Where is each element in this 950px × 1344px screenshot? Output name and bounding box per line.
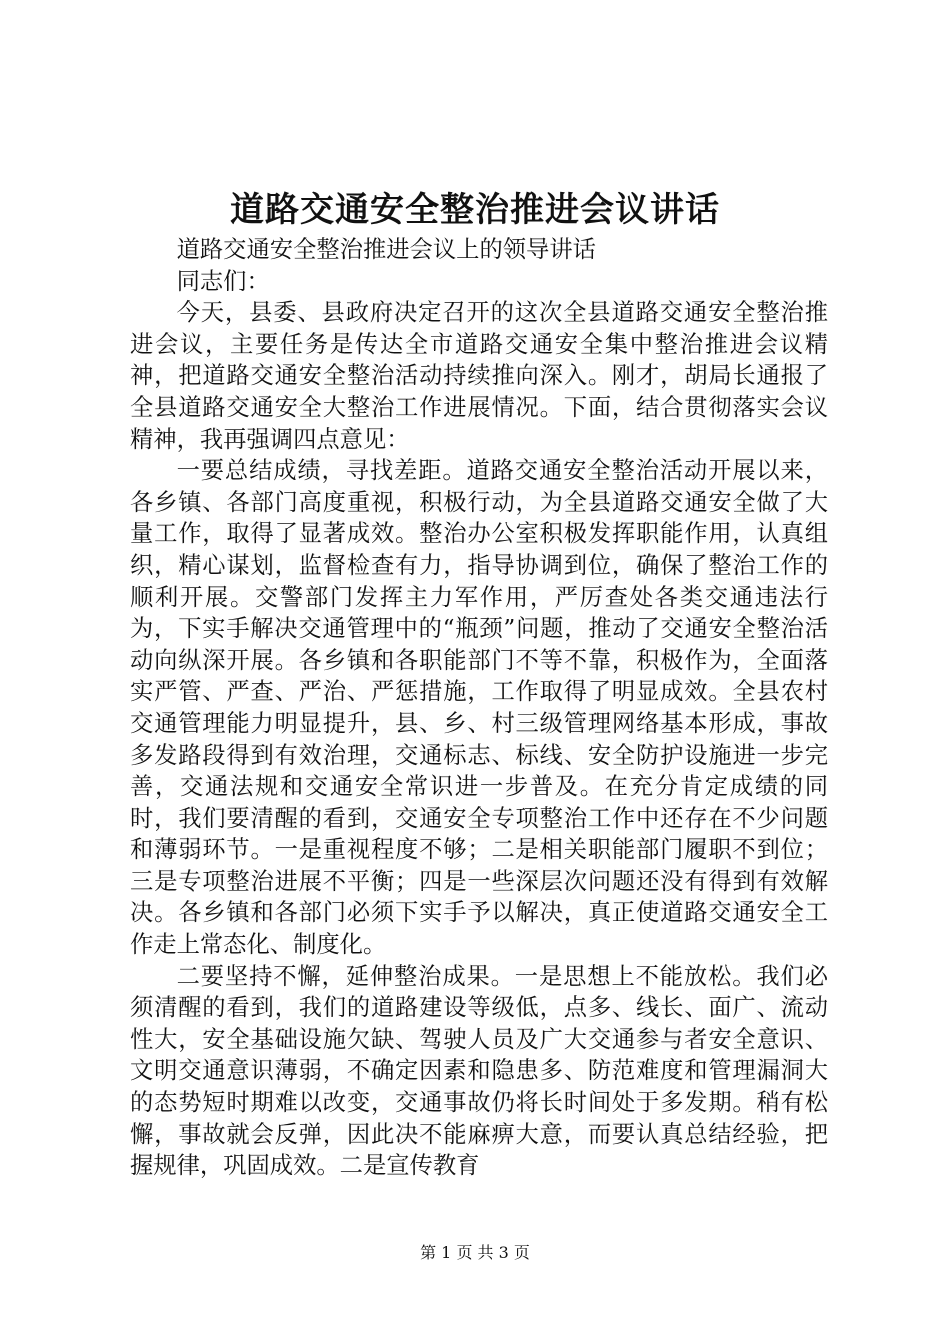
document-body (130, 234, 828, 1182)
paragraph-point-two: 二要坚持不懈，延伸整治成果。一是思想上不能放松。我们必须清醒的看到，我们的道路建设等级低，点多、线长、面广、流动性大，安全基础设施欠缺、驾驶人员及广大交通参与者安全意识、文明交通意识薄弱，不确定因素和隐患多、防范难度和管理漏洞大的态势短时期难以改变，交通事故仍将长时间处于多发期。稍有松懈，事故就会反弹，因此决不能麻痹大意，而要认真总结经验，把握规律，巩固成效。二是宣传教育 (130, 962, 828, 1180)
subtitle-line: 道路交通安全整治推进会议上的领导讲话 (176, 236, 596, 263)
paragraph-point-one: 一要总结成绩，寻找差距。道路交通安全整治活动开展以来，各乡镇、各部门高度重视，积极行动，为全县道路交通安全做了大量工作，取得了显著成效。整治办公室积极发挥职能作用，认真组织，精心谋划，监督检查有力，指导协调到位，确保了整治工作的顺利开展。交警部门发挥主力军作用，严厉查处各类交通违法行为，下实手解决交通管理中的“瓶颈”问题，推动了交通安全整治活动向纵深开展。各乡镇和各职能部门不等不靠，积极作为，全面落实严管、严查、严治、严惩措施，工作取得了明显成效。全县农村交通管理能力明显提升，县、乡、村三级管理网络基本形成，事故多发路段得到有效治理，交通标志、标线、安全防护设施进一步完善，交通法规和交通安全常识进一步普及。在充分肯定成绩的同时，我们要清醒的看到，交通安全专项整治工作中还存在不少问题和薄弱环节。一是重视程度不够；二是相关职能部门履职不到位；三是专项整治进展不平衡；四是一些深层次问题还没有得到有效解决。各乡镇和各部门必须下实手予以解决，真正使道路交通安全工作走上常态化、制度化。 (130, 457, 828, 959)
paragraph-intro: 今天，县委、县政府决定召开的这次全县道路交通安全整治推进会议，主要任务是传达全市道路交通安全集中整治推进会议精神，把道路交通安全整治活动持续推向深入。刚才，胡局长通报了全县道路交通安全大整治工作进展情况。下面，结合贯彻落实会议精神，我再强调四点意见： (130, 299, 828, 453)
document-title: 道路交通安全整治推进会议讲话 (230, 190, 720, 230)
salutation-line: 同志们： (176, 267, 270, 295)
page-number-footer: 第 1 页 共 3 页 (420, 1243, 530, 1262)
